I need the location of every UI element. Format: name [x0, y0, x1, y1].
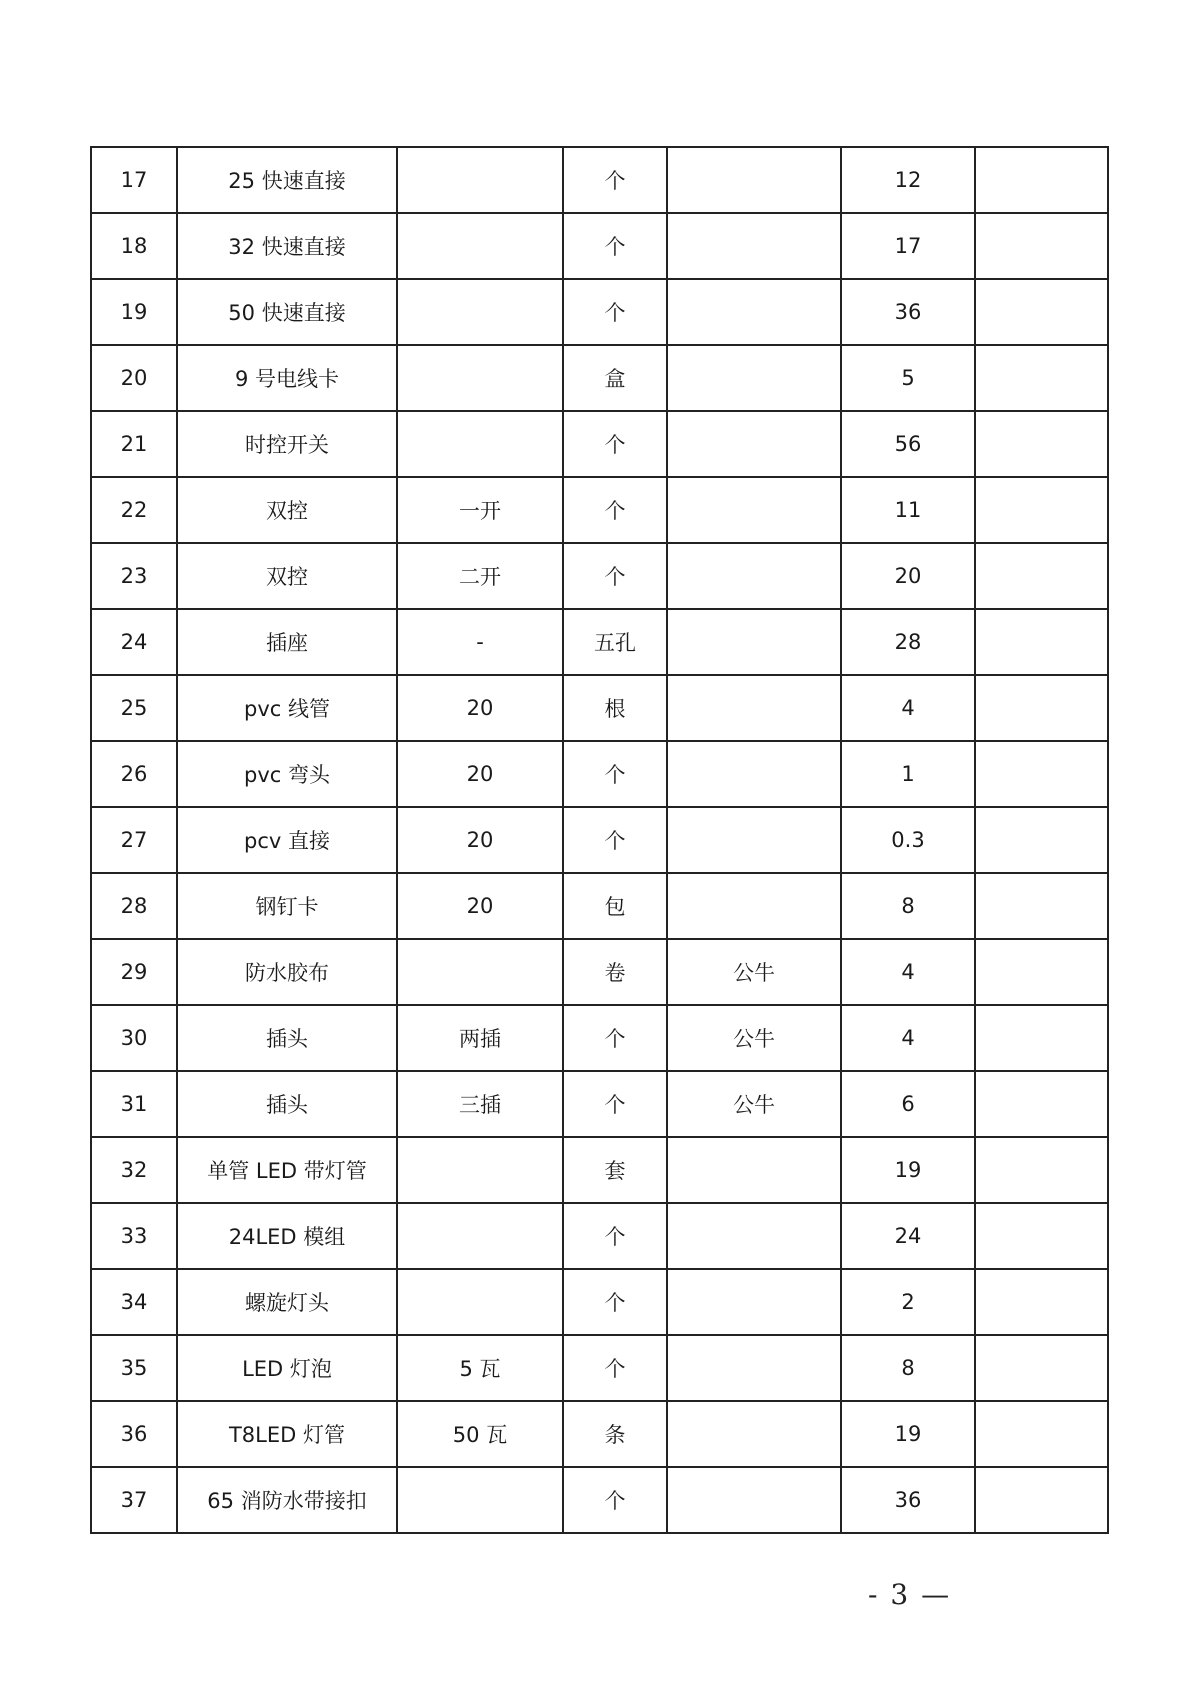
- brand-cell: [667, 1401, 841, 1467]
- quantity-cell: 28: [841, 609, 975, 675]
- quantity-cell: 2: [841, 1269, 975, 1335]
- brand-cell: [667, 213, 841, 279]
- unit-cell: 个: [563, 477, 667, 543]
- note-cell: [975, 609, 1108, 675]
- quantity-cell: 19: [841, 1401, 975, 1467]
- brand-cell: [667, 1203, 841, 1269]
- row-number-cell: 17: [91, 147, 177, 213]
- item-name-cell: 9 号电线卡: [177, 345, 397, 411]
- unit-cell: 盒: [563, 345, 667, 411]
- spec-cell: [397, 1269, 563, 1335]
- item-name-cell: 32 快速直接: [177, 213, 397, 279]
- row-number-cell: 29: [91, 939, 177, 1005]
- unit-cell: 个: [563, 1467, 667, 1533]
- item-name-cell: pcv 直接: [177, 807, 397, 873]
- item-name-cell: pvc 弯头: [177, 741, 397, 807]
- item-name-cell: 螺旋灯头: [177, 1269, 397, 1335]
- note-cell: [975, 1071, 1108, 1137]
- spec-cell: [397, 1467, 563, 1533]
- table-row: [91, 807, 1108, 873]
- brand-cell: [667, 411, 841, 477]
- page-number: - 3 —: [868, 1578, 952, 1611]
- table-row: [91, 873, 1108, 939]
- note-cell: [975, 147, 1108, 213]
- quantity-cell: 17: [841, 213, 975, 279]
- row-number-cell: 30: [91, 1005, 177, 1071]
- spec-cell: [397, 345, 563, 411]
- row-number-cell: 36: [91, 1401, 177, 1467]
- quantity-cell: 4: [841, 1005, 975, 1071]
- row-number-cell: 32: [91, 1137, 177, 1203]
- table-row: [91, 213, 1108, 279]
- item-name-cell: LED 灯泡: [177, 1335, 397, 1401]
- item-name-cell: 双控: [177, 543, 397, 609]
- unit-cell: 个: [563, 1005, 667, 1071]
- unit-cell: 五孔: [563, 609, 667, 675]
- spec-cell: [397, 1137, 563, 1203]
- table-row: [91, 1269, 1108, 1335]
- note-cell: [975, 1401, 1108, 1467]
- quantity-cell: 8: [841, 873, 975, 939]
- spec-cell: 二开: [397, 543, 563, 609]
- row-number-cell: 22: [91, 477, 177, 543]
- unit-cell: 根: [563, 675, 667, 741]
- row-number-cell: 19: [91, 279, 177, 345]
- brand-cell: [667, 609, 841, 675]
- row-number-cell: 24: [91, 609, 177, 675]
- unit-cell: 个: [563, 279, 667, 345]
- row-number-cell: 26: [91, 741, 177, 807]
- row-number-cell: 18: [91, 213, 177, 279]
- spec-cell: [397, 147, 563, 213]
- quantity-cell: 8: [841, 1335, 975, 1401]
- unit-cell: 个: [563, 1203, 667, 1269]
- unit-cell: 套: [563, 1137, 667, 1203]
- table-body: [91, 147, 1108, 1533]
- note-cell: [975, 1137, 1108, 1203]
- note-cell: [975, 1467, 1108, 1533]
- brand-cell: [667, 477, 841, 543]
- brand-cell: [667, 345, 841, 411]
- brand-cell: 公牛: [667, 939, 841, 1005]
- item-name-cell: 单管 LED 带灯管: [177, 1137, 397, 1203]
- item-name-cell: 插头: [177, 1005, 397, 1071]
- quantity-cell: 0.3: [841, 807, 975, 873]
- unit-cell: 包: [563, 873, 667, 939]
- row-number-cell: 28: [91, 873, 177, 939]
- spec-cell: 20: [397, 741, 563, 807]
- item-name-cell: pvc 线管: [177, 675, 397, 741]
- spec-cell: [397, 213, 563, 279]
- table-row: [91, 543, 1108, 609]
- table-row: [91, 411, 1108, 477]
- unit-cell: 个: [563, 1071, 667, 1137]
- quantity-cell: 4: [841, 939, 975, 1005]
- unit-cell: 条: [563, 1401, 667, 1467]
- note-cell: [975, 213, 1108, 279]
- note-cell: [975, 411, 1108, 477]
- table-row: [91, 345, 1108, 411]
- item-name-cell: 钢钉卡: [177, 873, 397, 939]
- note-cell: [975, 279, 1108, 345]
- table-row: [91, 1005, 1108, 1071]
- quantity-cell: 36: [841, 1467, 975, 1533]
- unit-cell: 卷: [563, 939, 667, 1005]
- brand-cell: [667, 1269, 841, 1335]
- row-number-cell: 27: [91, 807, 177, 873]
- table-row: [91, 1335, 1108, 1401]
- item-name-cell: 插座: [177, 609, 397, 675]
- spec-cell: [397, 939, 563, 1005]
- row-number-cell: 34: [91, 1269, 177, 1335]
- quantity-cell: 12: [841, 147, 975, 213]
- quantity-cell: 19: [841, 1137, 975, 1203]
- row-number-cell: 25: [91, 675, 177, 741]
- note-cell: [975, 543, 1108, 609]
- note-cell: [975, 741, 1108, 807]
- brand-cell: [667, 1467, 841, 1533]
- unit-cell: 个: [563, 807, 667, 873]
- quantity-cell: 1: [841, 741, 975, 807]
- table-row: [91, 279, 1108, 345]
- brand-cell: 公牛: [667, 1071, 841, 1137]
- spec-cell: 5 瓦: [397, 1335, 563, 1401]
- note-cell: [975, 675, 1108, 741]
- quantity-cell: 4: [841, 675, 975, 741]
- table-row: [91, 1071, 1108, 1137]
- quantity-cell: 36: [841, 279, 975, 345]
- table-row: [91, 1137, 1108, 1203]
- spec-cell: 20: [397, 873, 563, 939]
- table-row: [91, 1401, 1108, 1467]
- quantity-cell: 20: [841, 543, 975, 609]
- row-number-cell: 23: [91, 543, 177, 609]
- brand-cell: [667, 741, 841, 807]
- table-row: [91, 147, 1108, 213]
- brand-cell: [667, 279, 841, 345]
- quantity-cell: 24: [841, 1203, 975, 1269]
- brand-cell: [667, 807, 841, 873]
- row-number-cell: 37: [91, 1467, 177, 1533]
- spec-cell: [397, 279, 563, 345]
- brand-cell: 公牛: [667, 1005, 841, 1071]
- unit-cell: 个: [563, 1335, 667, 1401]
- spec-cell: 一开: [397, 477, 563, 543]
- note-cell: [975, 939, 1108, 1005]
- materials-table: [90, 146, 1109, 1534]
- spec-cell: 两插: [397, 1005, 563, 1071]
- spec-cell: 20: [397, 675, 563, 741]
- row-number-cell: 31: [91, 1071, 177, 1137]
- row-number-cell: 35: [91, 1335, 177, 1401]
- note-cell: [975, 345, 1108, 411]
- item-name-cell: 50 快速直接: [177, 279, 397, 345]
- note-cell: [975, 1335, 1108, 1401]
- unit-cell: 个: [563, 213, 667, 279]
- item-name-cell: 65 消防水带接扣: [177, 1467, 397, 1533]
- note-cell: [975, 807, 1108, 873]
- table-row: [91, 1203, 1108, 1269]
- brand-cell: [667, 543, 841, 609]
- unit-cell: 个: [563, 147, 667, 213]
- spec-cell: [397, 411, 563, 477]
- spec-cell: [397, 1203, 563, 1269]
- note-cell: [975, 477, 1108, 543]
- row-number-cell: 21: [91, 411, 177, 477]
- item-name-cell: 插头: [177, 1071, 397, 1137]
- item-name-cell: 时控开关: [177, 411, 397, 477]
- quantity-cell: 5: [841, 345, 975, 411]
- note-cell: [975, 1269, 1108, 1335]
- spec-cell: 20: [397, 807, 563, 873]
- item-name-cell: 25 快速直接: [177, 147, 397, 213]
- item-name-cell: 防水胶布: [177, 939, 397, 1005]
- note-cell: [975, 873, 1108, 939]
- row-number-cell: 33: [91, 1203, 177, 1269]
- item-name-cell: T8LED 灯管: [177, 1401, 397, 1467]
- brand-cell: [667, 147, 841, 213]
- brand-cell: [667, 675, 841, 741]
- unit-cell: 个: [563, 543, 667, 609]
- table-row: [91, 939, 1108, 1005]
- note-cell: [975, 1005, 1108, 1071]
- table-row: [91, 609, 1108, 675]
- quantity-cell: 56: [841, 411, 975, 477]
- brand-cell: [667, 1335, 841, 1401]
- unit-cell: 个: [563, 1269, 667, 1335]
- spec-cell: -: [397, 609, 563, 675]
- brand-cell: [667, 1137, 841, 1203]
- spec-cell: 三插: [397, 1071, 563, 1137]
- note-cell: [975, 1203, 1108, 1269]
- quantity-cell: 6: [841, 1071, 975, 1137]
- brand-cell: [667, 873, 841, 939]
- item-name-cell: 24LED 模组: [177, 1203, 397, 1269]
- table-row: [91, 741, 1108, 807]
- table-row: [91, 477, 1108, 543]
- quantity-cell: 11: [841, 477, 975, 543]
- unit-cell: 个: [563, 741, 667, 807]
- row-number-cell: 20: [91, 345, 177, 411]
- table-row: [91, 675, 1108, 741]
- table-row: [91, 1467, 1108, 1533]
- spec-cell: 50 瓦: [397, 1401, 563, 1467]
- unit-cell: 个: [563, 411, 667, 477]
- item-name-cell: 双控: [177, 477, 397, 543]
